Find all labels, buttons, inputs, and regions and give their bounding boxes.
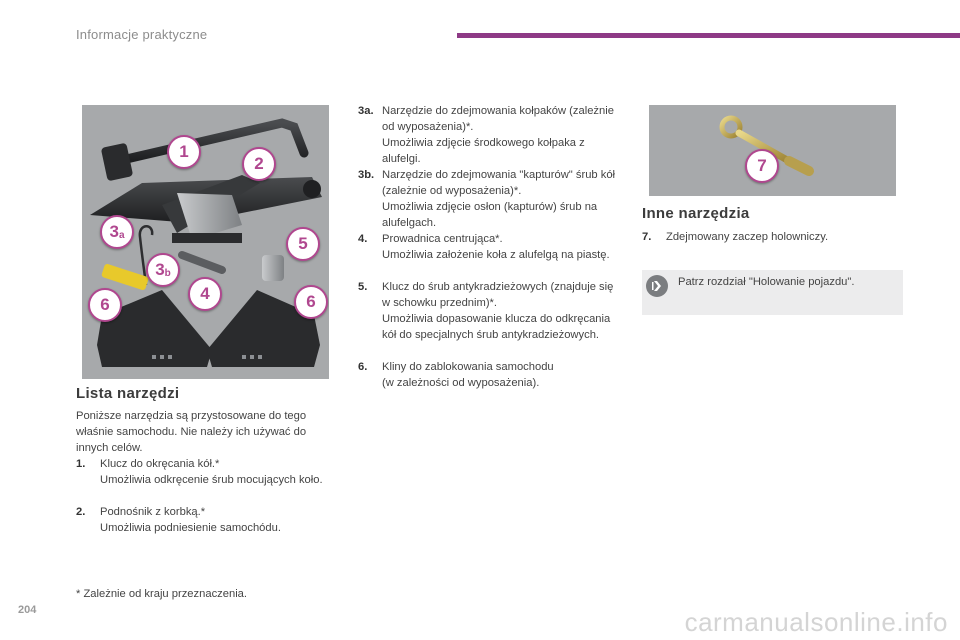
list-item: 1. Klucz do okręcania kół.* Umożliwia odkręcenie śrub mocujących koło. xyxy=(76,458,323,486)
chevron-right-icon xyxy=(646,275,668,297)
badge-1: 1 xyxy=(167,135,201,169)
badge-3b: 3 b xyxy=(146,253,180,287)
tools-intro: Poniższe narzędzia są przystosowane do tego właśnie samochodu. Nie należy ich używać do innych celów. xyxy=(76,410,307,454)
page-number: 204 xyxy=(18,604,37,616)
tools-photo xyxy=(82,105,329,379)
tow-hook-photo xyxy=(649,105,896,196)
list-item: 4. Prowadnica centrująca*. Umożliwia założenie koła z alufelgą na piastę. xyxy=(358,233,610,261)
list-item: 3b. Narzędzie do zdejmowania "kapturów" śrub kół (zależnie od wyposażenia)*. Umożliwia zdjęcie osłon (kapturów) śrub na alufelgach. xyxy=(358,169,616,229)
header-accent-bar xyxy=(457,33,960,38)
tools-list-heading: Lista narzędzi xyxy=(76,385,180,402)
list-item: 2. Podnośnik z korbką.* Umożliwia podniesienie samochódu. xyxy=(76,506,281,534)
badge-2: 2 xyxy=(242,147,276,181)
badge-6-left: 6 xyxy=(88,288,122,322)
section-title: Informacje praktyczne xyxy=(76,27,208,42)
badge-4: 4 xyxy=(188,277,222,311)
list-item: 5. Klucz do śrub antykradzieżowych (znajduje się w schowku przednim)*. Umożliwia dopasowanie klucza do odkręcania kół do specjalnych śrub antykradzieżowych. xyxy=(358,281,614,341)
badge-3a: 3 a xyxy=(100,215,134,249)
list-item: 6. Kliny do zablokowania samochodu (w zależności od wyposażenia). xyxy=(358,361,554,389)
other-tools-heading: Inne narzędzia xyxy=(642,205,750,222)
badge-5: 5 xyxy=(286,227,320,261)
badge-7: 7 xyxy=(745,149,779,183)
tow-hook-illustration xyxy=(649,105,896,196)
note-text: Patrz rozdział "Holowanie pojazdu". xyxy=(678,276,855,288)
badge-6-right: 6 xyxy=(294,285,328,319)
watermark: carmanualsonline.info xyxy=(684,607,948,637)
list-item: 7. Zdejmowany zaczep holowniczy. xyxy=(642,231,829,243)
footnote: * Zależnie od kraju przeznaczenia. xyxy=(76,588,248,600)
list-item: 3a. Narzędzie do zdejmowania kołpaków (zależnie od wyposażenia)*. Umożliwia zdjęcie środkowego kołpaka z alufelgi. xyxy=(358,105,614,165)
